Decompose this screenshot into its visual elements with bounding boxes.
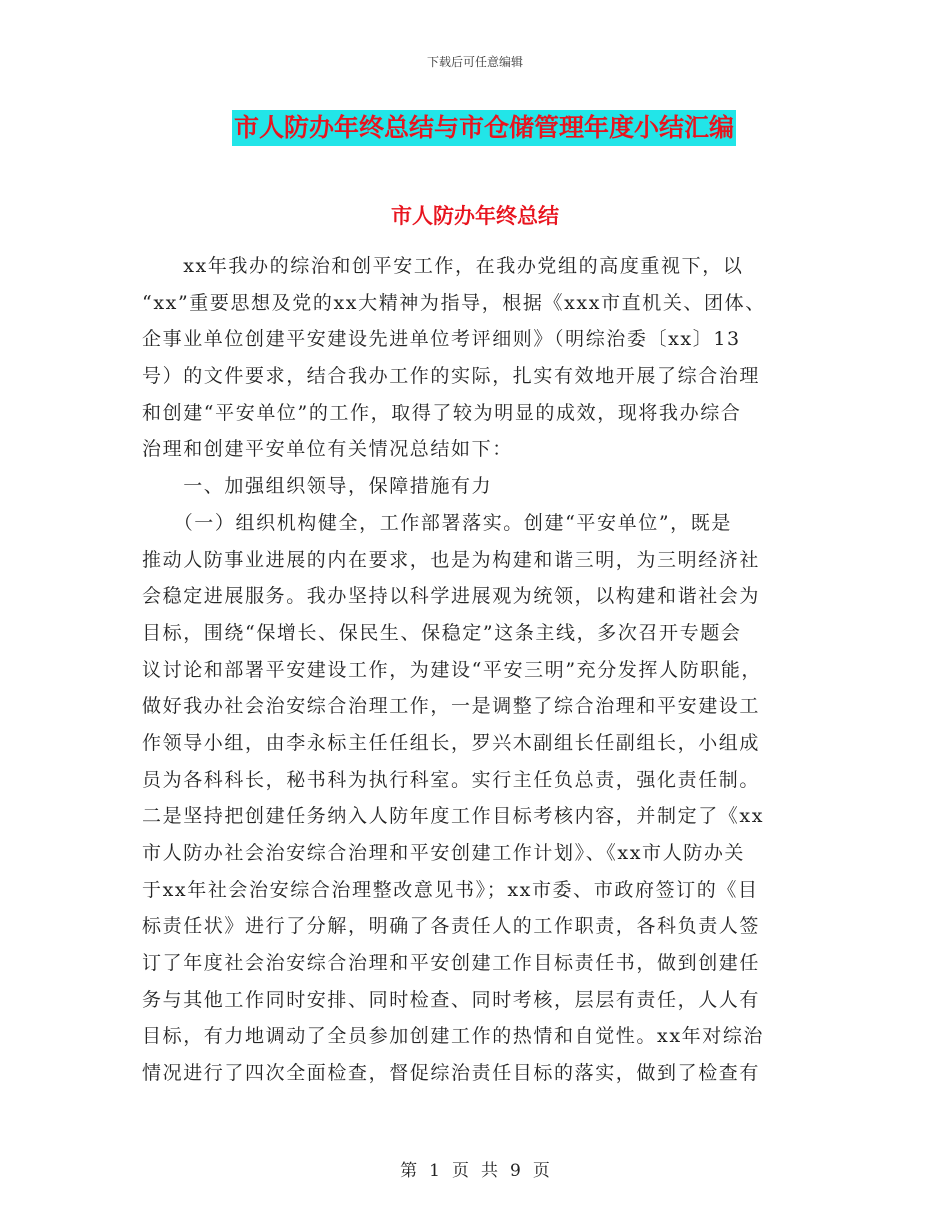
text-line: 和创建“平安单位”的工作，取得了较为明显的成效，现将我办综合 [142,401,742,424]
document-title: 市人防办年终总结与市仓储管理年度小结汇编 [232,110,736,146]
text-line: 治理和创建平安单位有关情况总结如下： [142,438,513,461]
text-line: 员为各科科长，秘书科为执行科室。实行主任负总责，强化责任制。 [142,768,761,791]
text-line: 于xx年社会治安综合治理整改意见书》；xx市委、市政府签订的《目 [142,878,759,901]
text-line: xx年我办的综治和创平安工作，在我办党组的高度重视下，以 [142,255,744,277]
text-line: 推动人防事业进展的内在要求，也是为构建和谐三明，为三明经济社 [142,548,761,571]
header-note: 下载后可任意编辑 [426,55,523,69]
page-footer [0,1156,950,1181]
text-line: 会稳定进展服务。我办坚持以科学进展观为统领，以构建和谐社会为 [142,585,761,608]
text-line: 二是坚持把创建任务纳入人防年度工作目标考核内容，并制定了《xx [142,805,765,828]
section-title: 市人防办年终总结 [391,204,559,228]
footer-page-number: 1 [429,1161,440,1181]
text-line: （一）组织机构健全，工作部署落实。创建“平安单位”，既是 [142,511,732,534]
text-line: 作领导小组，由李永标主任任组长，罗兴木副组长任副组长，小组成 [142,731,761,754]
text-line: 做好我办社会治安综合治理工作，一是调整了综合治理和平安建设工 [142,695,761,718]
text-line: 市人防办社会治安综合治理和平安创建工作计划》、《xx市人防办关 [142,842,746,864]
text-line: “xx”重要思想及党的xx大精神为指导，根据《xxx市直机关、团体、 [142,291,766,314]
text-line: 议讨论和部署平安建设工作，为建设“平安三明”充分发挥人防职能， [142,658,763,681]
text-line: 标责任状》进行了分解，明确了各责任人的工作职责，各科负责人签 [142,915,761,938]
footer-prefix: 第 [400,1161,418,1181]
body-text [142,248,814,1092]
footer-total-word: 共 [481,1161,498,1181]
text-line: 情况进行了四次全面检查，督促综治责任目标的落实，做到了检查有 [142,1062,761,1085]
text-line: 目标，围绕“保增长、保民生、保稳定”这条主线，多次召开专题会 [142,621,742,644]
text-line: 企事业单位创建平安建设先进单位考评细则》（明综治委〔xx〕13 [142,328,741,351]
text-line: 务与其他工作同时安排、同时检查、同时考核，层层有责任，人人有 [142,988,761,1011]
text-line: 号）的文件要求，结合我办工作的实际，扎实有效地开展了综合治理 [142,365,761,388]
text-line: 一、加强组织领导，保障措施有力 [142,475,493,498]
text-line: 订了年度社会治安综合治理和平安创建工作目标责任书，做到创建任 [142,952,761,975]
text-line: 目标，有力地调动了全员参加创建工作的热情和自觉性。xx年对综治 [142,1025,765,1048]
footer-suffix: 页 [532,1161,550,1181]
footer-page-word: 页 [452,1161,469,1181]
footer-total-pages: 9 [510,1161,521,1181]
